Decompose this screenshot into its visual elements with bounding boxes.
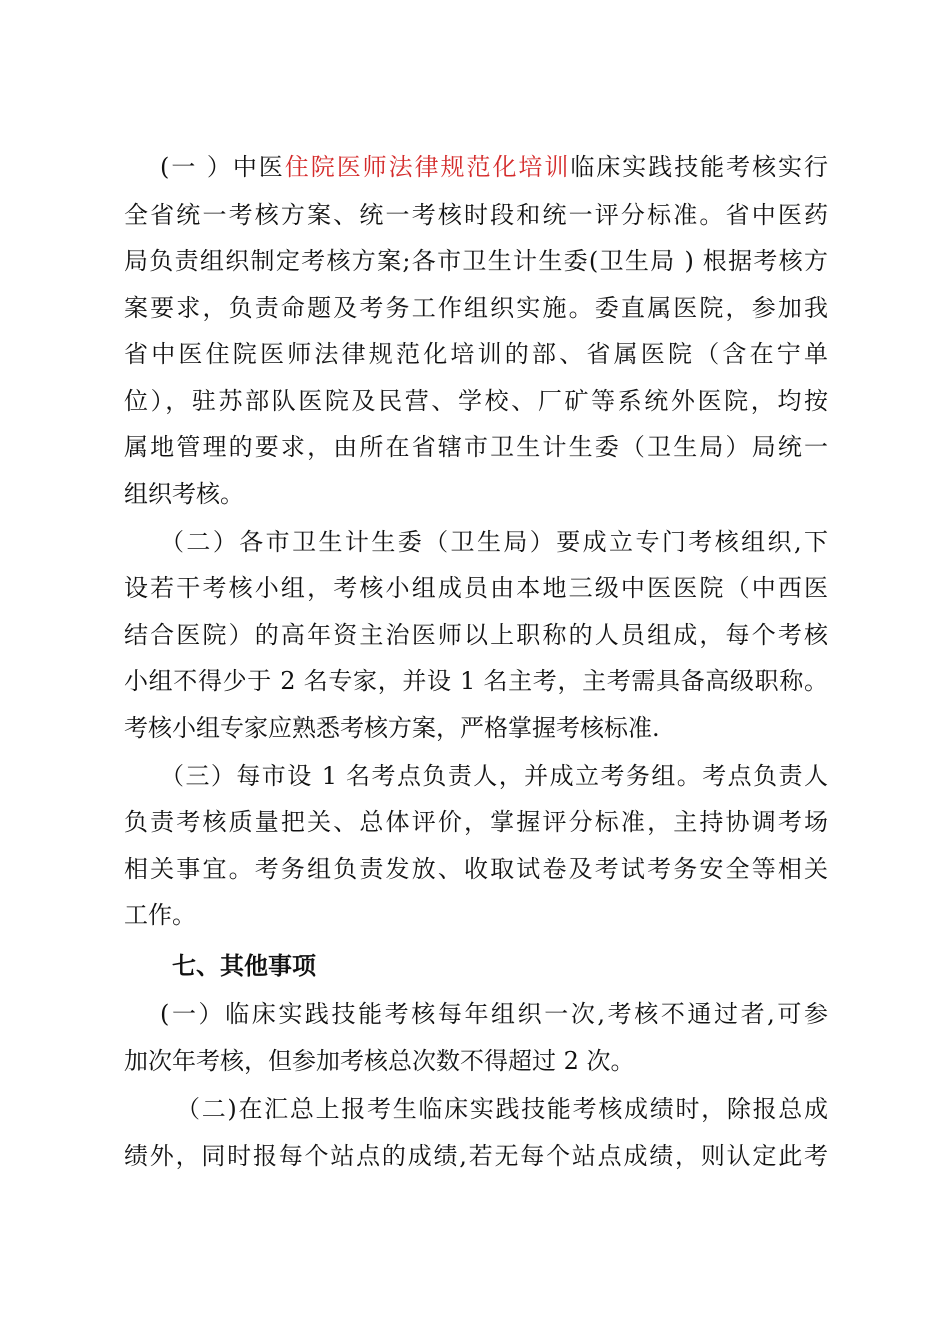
paragraph-three-line-4: 工作。: [124, 901, 196, 929]
item-two-line-1: （二)在汇总上报考生临床实践技能考核成绩时，除报总成: [176, 1095, 828, 1123]
paragraph-one-line-5: 省中医住院医师法律规范化培训的部、省属医院（含在宁单: [124, 340, 828, 368]
paragraph-one-line-7: 属地管理的要求，由所在省辖市卫生计生委（卫生局）局统一: [124, 433, 828, 461]
paragraph-three-line-3: 相关事宜。考务组负责发放、收取试卷及考试考务安全等相关: [124, 855, 828, 883]
item-two-line-2: 绩外，同时报每个站点的成绩,若无每个站点成绩，则认定此考: [124, 1142, 828, 1170]
paragraph-one-line-4: 案要求，负责命题及考务工作组织实施。委直属医院，参加我: [124, 294, 828, 322]
paragraph-two-line-5: 考核小组专家应熟悉考核方案，严格掌握考核标准.: [124, 714, 660, 742]
paragraph-three-line-2: 负责考核质量把关、总体评价，掌握评分标准，主持协调考场: [124, 808, 828, 836]
paragraph-one-line-6: 位），驻苏部队医院及民营、学校、厂矿等系统外医院，均按: [124, 387, 828, 415]
paragraph-one-line-1: [160, 147, 828, 187]
paragraph-one-suffix: 临床实践技能考核实行: [570, 153, 828, 181]
paragraph-two-line-3: 结合医院）的高年资主治医师以上职称的人员组成，每个考核: [124, 621, 828, 649]
highlighted-term: 住院医师法律规范化培训: [284, 153, 571, 181]
paragraph-one-line-2: 全省统一考核方案、统一考核时段和统一评分标准。省中医药: [124, 201, 828, 229]
paragraph-two-line-4: 小组不得少于 2 名专家，并设 1 名主考，主考需具备高级职称。: [124, 667, 828, 695]
paragraph-one-line-3: 局负责组织制定考核方案;各市卫生计生委(卫生局 ) 根据考核方: [124, 247, 828, 275]
paragraph-one-prefix: (一 ）中医: [160, 153, 285, 181]
paragraph-three-line-1: （三）每市设 1 名考点负责人，并成立考务组。考点负责人: [160, 762, 828, 790]
paragraph-two-line-2: 设若干考核小组，考核小组成员由本地三级中医医院（中西医: [124, 574, 828, 602]
section-heading: 七、其他事项: [172, 952, 316, 980]
item-one-line-1: (一）临床实践技能考核每年组织一次,考核不通过者,可参: [160, 1000, 828, 1028]
paragraph-one-line-8: 组织考核。: [124, 480, 244, 508]
paragraph-two-line-1: （二）各市卫生计生委（卫生局）要成立专门考核组织,下: [160, 528, 828, 556]
item-one-line-2: 加次年考核，但参加考核总次数不得超过 2 次。: [124, 1047, 635, 1075]
